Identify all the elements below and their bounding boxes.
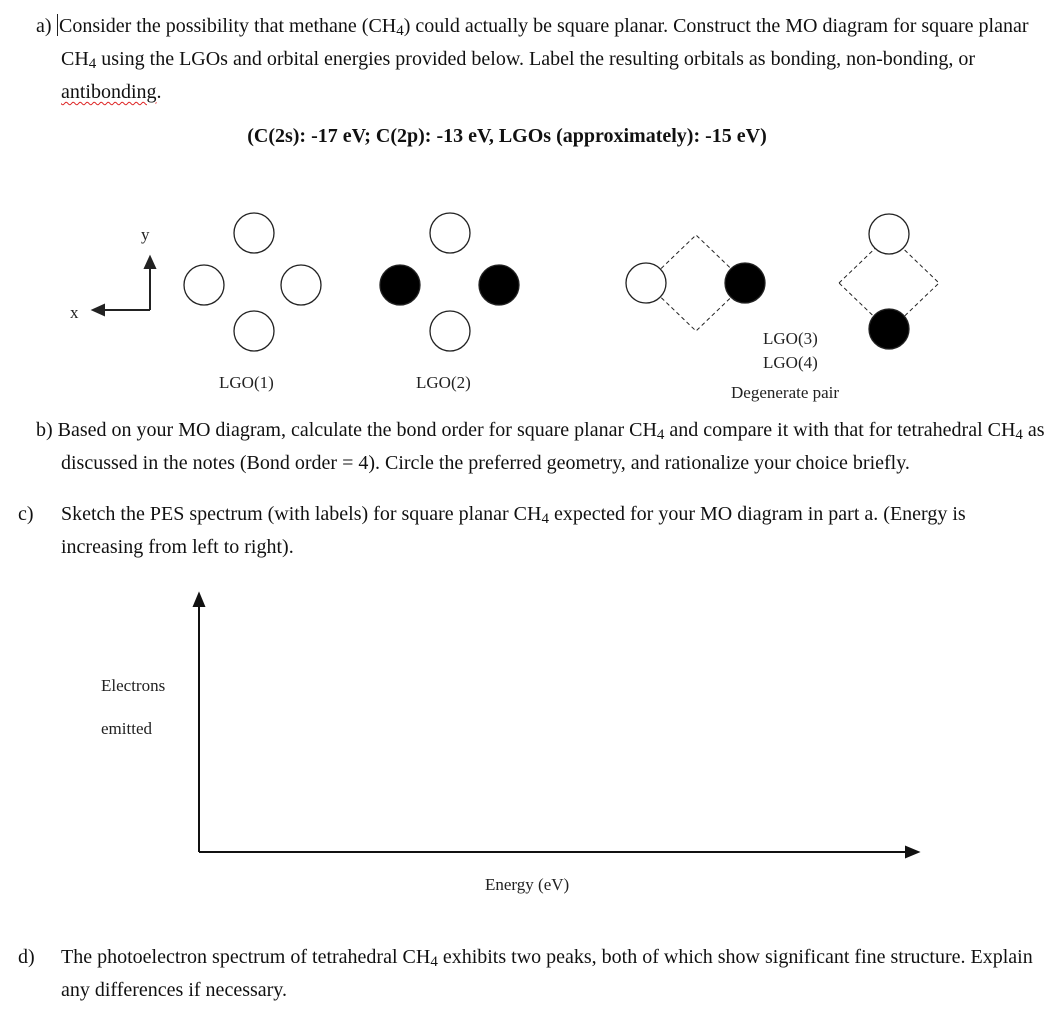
lgo1-label: LGO(1) bbox=[219, 373, 274, 392]
lgo1-orbitals bbox=[184, 213, 321, 351]
part-a-label: a) bbox=[36, 15, 52, 37]
part-d-label: d) bbox=[18, 946, 35, 968]
part-c-question bbox=[18, 500, 1046, 561]
part-a-text-2: ) could actually be square planar. Construct the MO diagram for square planar CH bbox=[61, 15, 1029, 70]
lgo-diagrams bbox=[0, 0, 1014, 420]
part-a-text-1: Consider the possibility that methane (CH bbox=[59, 15, 397, 37]
part-d-text-1: The photoelectron spectrum of tetrahedral CH bbox=[61, 946, 431, 968]
subscript: 4 bbox=[430, 954, 438, 970]
lgo3-label: LGO(3) bbox=[763, 329, 818, 348]
part-b-text-2: and compare it with that for tetrahedral CH bbox=[664, 419, 1016, 441]
x-axis-arrow bbox=[906, 847, 918, 857]
part-a-text-3: using the LGOs and orbital energies provided below. Label the resulting orbitals as bonding, non-bonding, or bbox=[96, 48, 976, 70]
lgo4-label: LGO(4) bbox=[763, 353, 818, 372]
part-b-question bbox=[18, 416, 1046, 477]
lgo2-orbitals bbox=[380, 213, 519, 351]
part-c-label: c) bbox=[18, 503, 34, 525]
part-a-text-end: . bbox=[156, 81, 162, 103]
part-b-text-3: as discussed in the notes (Bond order = 4). Circle the preferred geometry, and rationalize your choice briefly. bbox=[61, 419, 1045, 474]
part-c-text-2: expected for your MO diagram in part a. (Energy is increasing from left to right). bbox=[61, 503, 966, 558]
part-d-question bbox=[18, 943, 1046, 1004]
subscript: 4 bbox=[396, 23, 404, 39]
y-axis-label: y bbox=[141, 225, 150, 244]
pes-graph bbox=[0, 590, 1014, 920]
y-axis-arrow bbox=[194, 594, 204, 606]
subscript: 4 bbox=[656, 427, 665, 443]
subscript: 4 bbox=[88, 56, 97, 72]
y-label-line2: emitted bbox=[101, 719, 152, 738]
degenerate-pair-label: Degenerate pair bbox=[731, 383, 840, 402]
lgo2-label: LGO(2) bbox=[416, 373, 471, 392]
x-axis-title: Energy (eV) bbox=[485, 875, 570, 894]
y-label-line1: Electrons bbox=[101, 676, 166, 695]
spellcheck-word[interactable]: antibonding bbox=[61, 81, 157, 103]
lgo4-orbitals bbox=[839, 214, 939, 349]
subscript: 4 bbox=[541, 511, 549, 527]
part-d-text-2: exhibits two peaks, both of which show significant fine structure. Explain any differences if necessary. bbox=[61, 946, 1033, 1001]
part-c-text-1: Sketch the PES spectrum (with labels) for square planar CH bbox=[61, 503, 542, 525]
x-axis-label: x bbox=[70, 303, 79, 322]
part-b-label: b) bbox=[36, 419, 53, 441]
lgo3-orbitals bbox=[626, 235, 765, 331]
xy-axes bbox=[93, 257, 155, 315]
part-b-text-1: Based on your MO diagram, calculate the bond order for square planar CH bbox=[57, 419, 657, 441]
subscript: 4 bbox=[1015, 427, 1023, 443]
energies-line: (C(2s): -17 eV; C(2p): -13 eV, LGOs (approximately): -15 eV) bbox=[247, 125, 767, 147]
